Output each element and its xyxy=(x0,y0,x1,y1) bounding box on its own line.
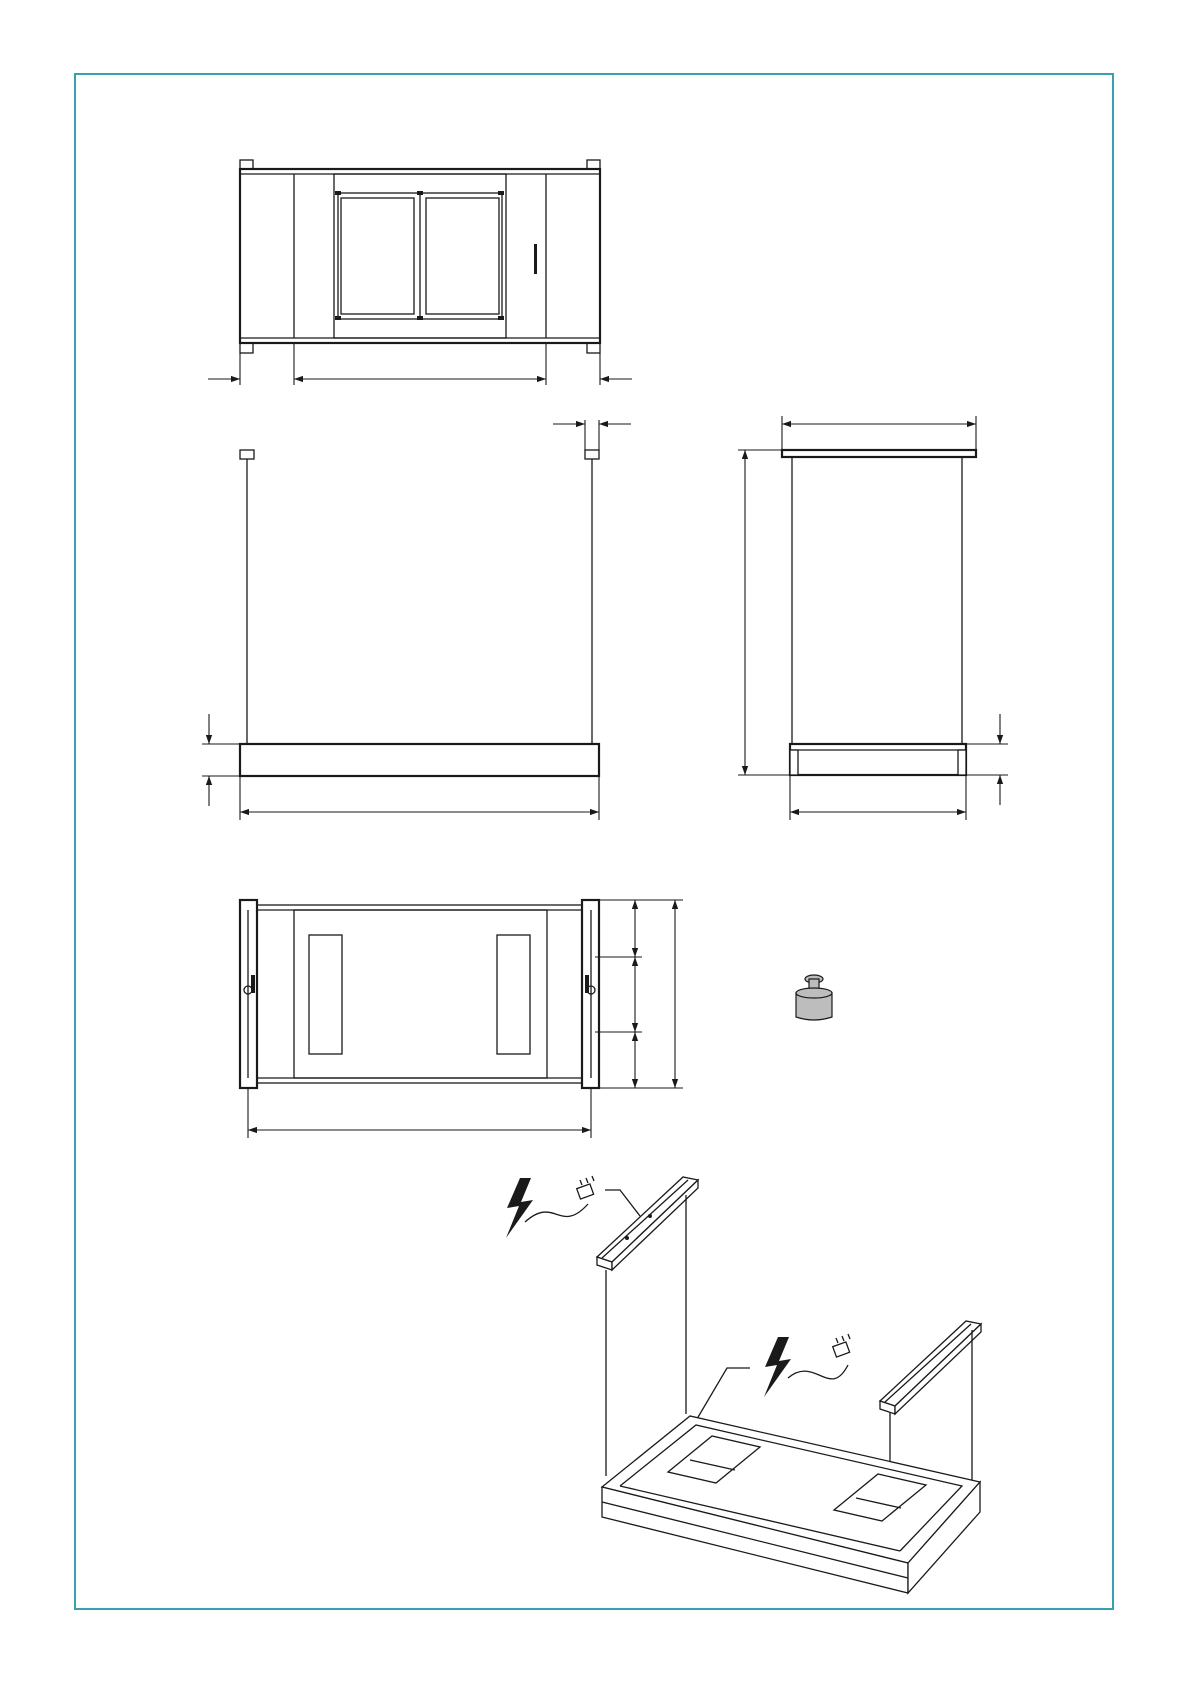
plug-icon xyxy=(788,1334,850,1379)
plug-icon xyxy=(525,1176,594,1222)
lightning-bolt-icon xyxy=(764,1337,791,1397)
weight-icon xyxy=(796,975,832,1020)
end-view xyxy=(738,416,1008,820)
ceiling-bracket xyxy=(597,1177,698,1270)
front-view xyxy=(208,160,632,385)
lightning-bolt-icon xyxy=(506,1178,533,1238)
top-view-ceiling-brackets xyxy=(240,900,683,1138)
hood-body xyxy=(602,1416,980,1593)
side-view-hanging xyxy=(202,420,631,820)
ceiling-bracket xyxy=(880,1321,981,1414)
installation-isometric xyxy=(506,1176,981,1593)
